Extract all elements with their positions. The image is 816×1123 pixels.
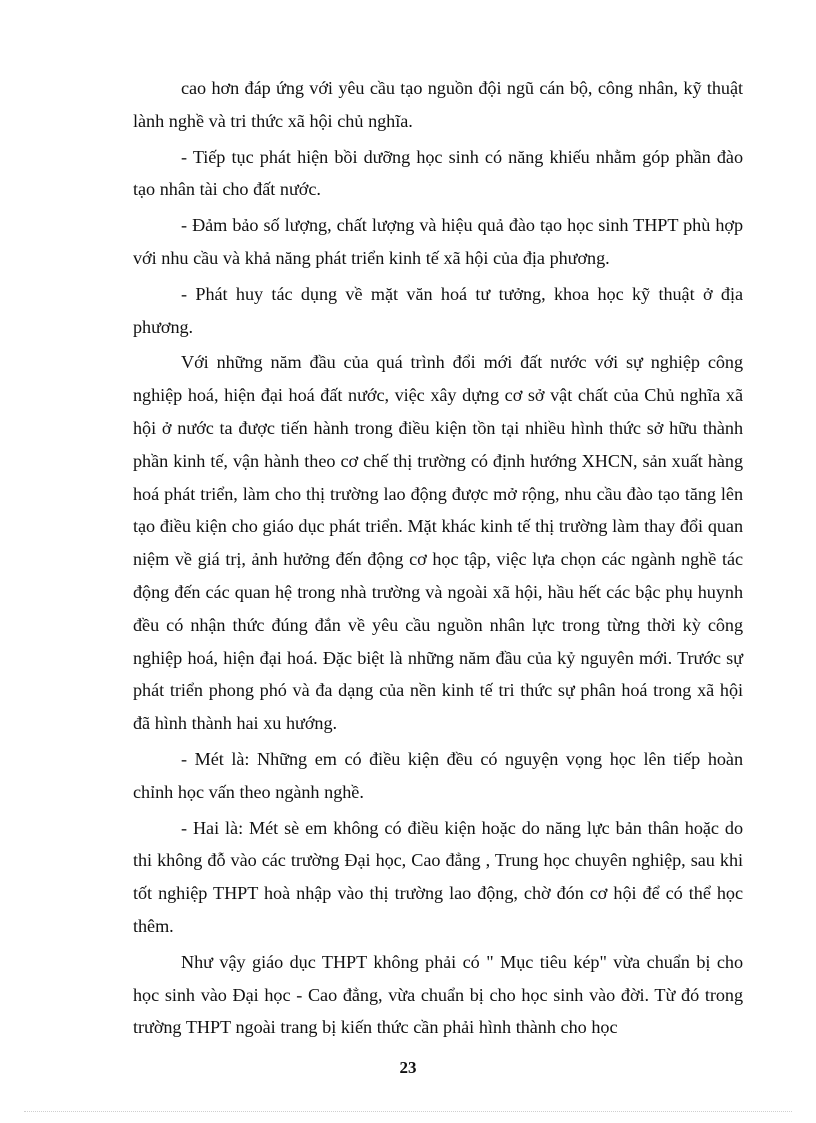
paragraph-trend-one: - Mét là: Những em có điều kiện đều có nguyện vọng học lên tiếp hoàn chỉnh học vấn theo ngành nghề. [133,748,743,802]
paragraph-renovation: Với những năm đầu của quá trình đổi mới đất nước với sự nghiệp công nghiệp hoá, hiện đại hoá đất nước, việc xây dựng cơ sở vật chất của Chủ nghĩa xã hội ở nước ta được tiến hành trong điều kiện tồn tại nhiều hình thức sở hữu thành phần kinh tế, vận hành theo cơ chế thị trường có định hướng XHCN, sản xuất hàng hoá phát triển, làm cho thị trường lao động được mở rộng, nhu cầu đào tạo tăng lên tạo điều kiện cho giáo dục phát triển. Mặt khác kinh tế thị trường làm thay đổi quan niệm về giá trị, ảnh hưởng đến động cơ học tập, việc lựa chọn các ngành nghề tác động đến các quan hệ trong nhà trường và ngoài xã hội, hầu hết các bậc phụ huynh đều có nhận thức đúng đắn về yêu cầu nguồn nhân lực trong từng thời kỳ công nghiệp hoá, hiện đại hoá. Đặc biệt là những năm đầu của kỷ nguyên mới. Trước sự phát triển phong phó và đa dạng của nền kinh tế tri thức sự phân hoá trong xã hội đã hình thành hai xu hướng. [133,352,743,734]
page-bottom-divider [24,1111,792,1112]
paragraph-trend-two: - Hai là: Mét sè em không có điều kiện hoặc do năng lực bản thân hoặc do thi không đỗ vào các trường Đại học, Cao đẳng , Trung học chuyên nghiệp, sau khi tốt nghiệp THPT hoà nhập vào thị trường lao động, chờ đón cơ hội để có thể học thêm. [133,817,743,936]
paragraph-dual-goal: Như vậy giáo dục THPT không phải có " Mục tiêu kép" vừa chuẩn bị cho học sinh vào Đại học - Cao đẳng, vừa chuẩn bị cho học sinh vào đời. Từ đó trong trường THPT ngoài trang bị kiến thức cần phải hình thành cho học [133,951,743,1038]
page-number: 23 [399,1058,417,1077]
paragraph-continuation: cao hơn đáp ứng với yêu cầu tạo nguồn đội ngũ cán bộ, công nhân, kỹ thuật lành nghề và tri thức xã hội chủ nghĩa. [133,78,743,131]
paragraph-bullet-culture: - Phát huy tác dụng về mặt văn hoá tư tưởng, khoa học kỹ thuật ở địa phương. [133,283,743,337]
paragraph-bullet-quality: - Đảm bảo số lượng, chất lượng và hiệu quả đào tạo học sinh THPT phù hợp với nhu cầu và khả năng phát triển kinh tế xã hội của địa phương. [133,215,743,268]
paragraph-bullet-talent: - Tiếp tục phát hiện bồi dưỡng học sinh có năng khiếu nhằm góp phần đào tạo nhân tài cho đất nước. [133,146,743,200]
page-body [133,72,743,1047]
